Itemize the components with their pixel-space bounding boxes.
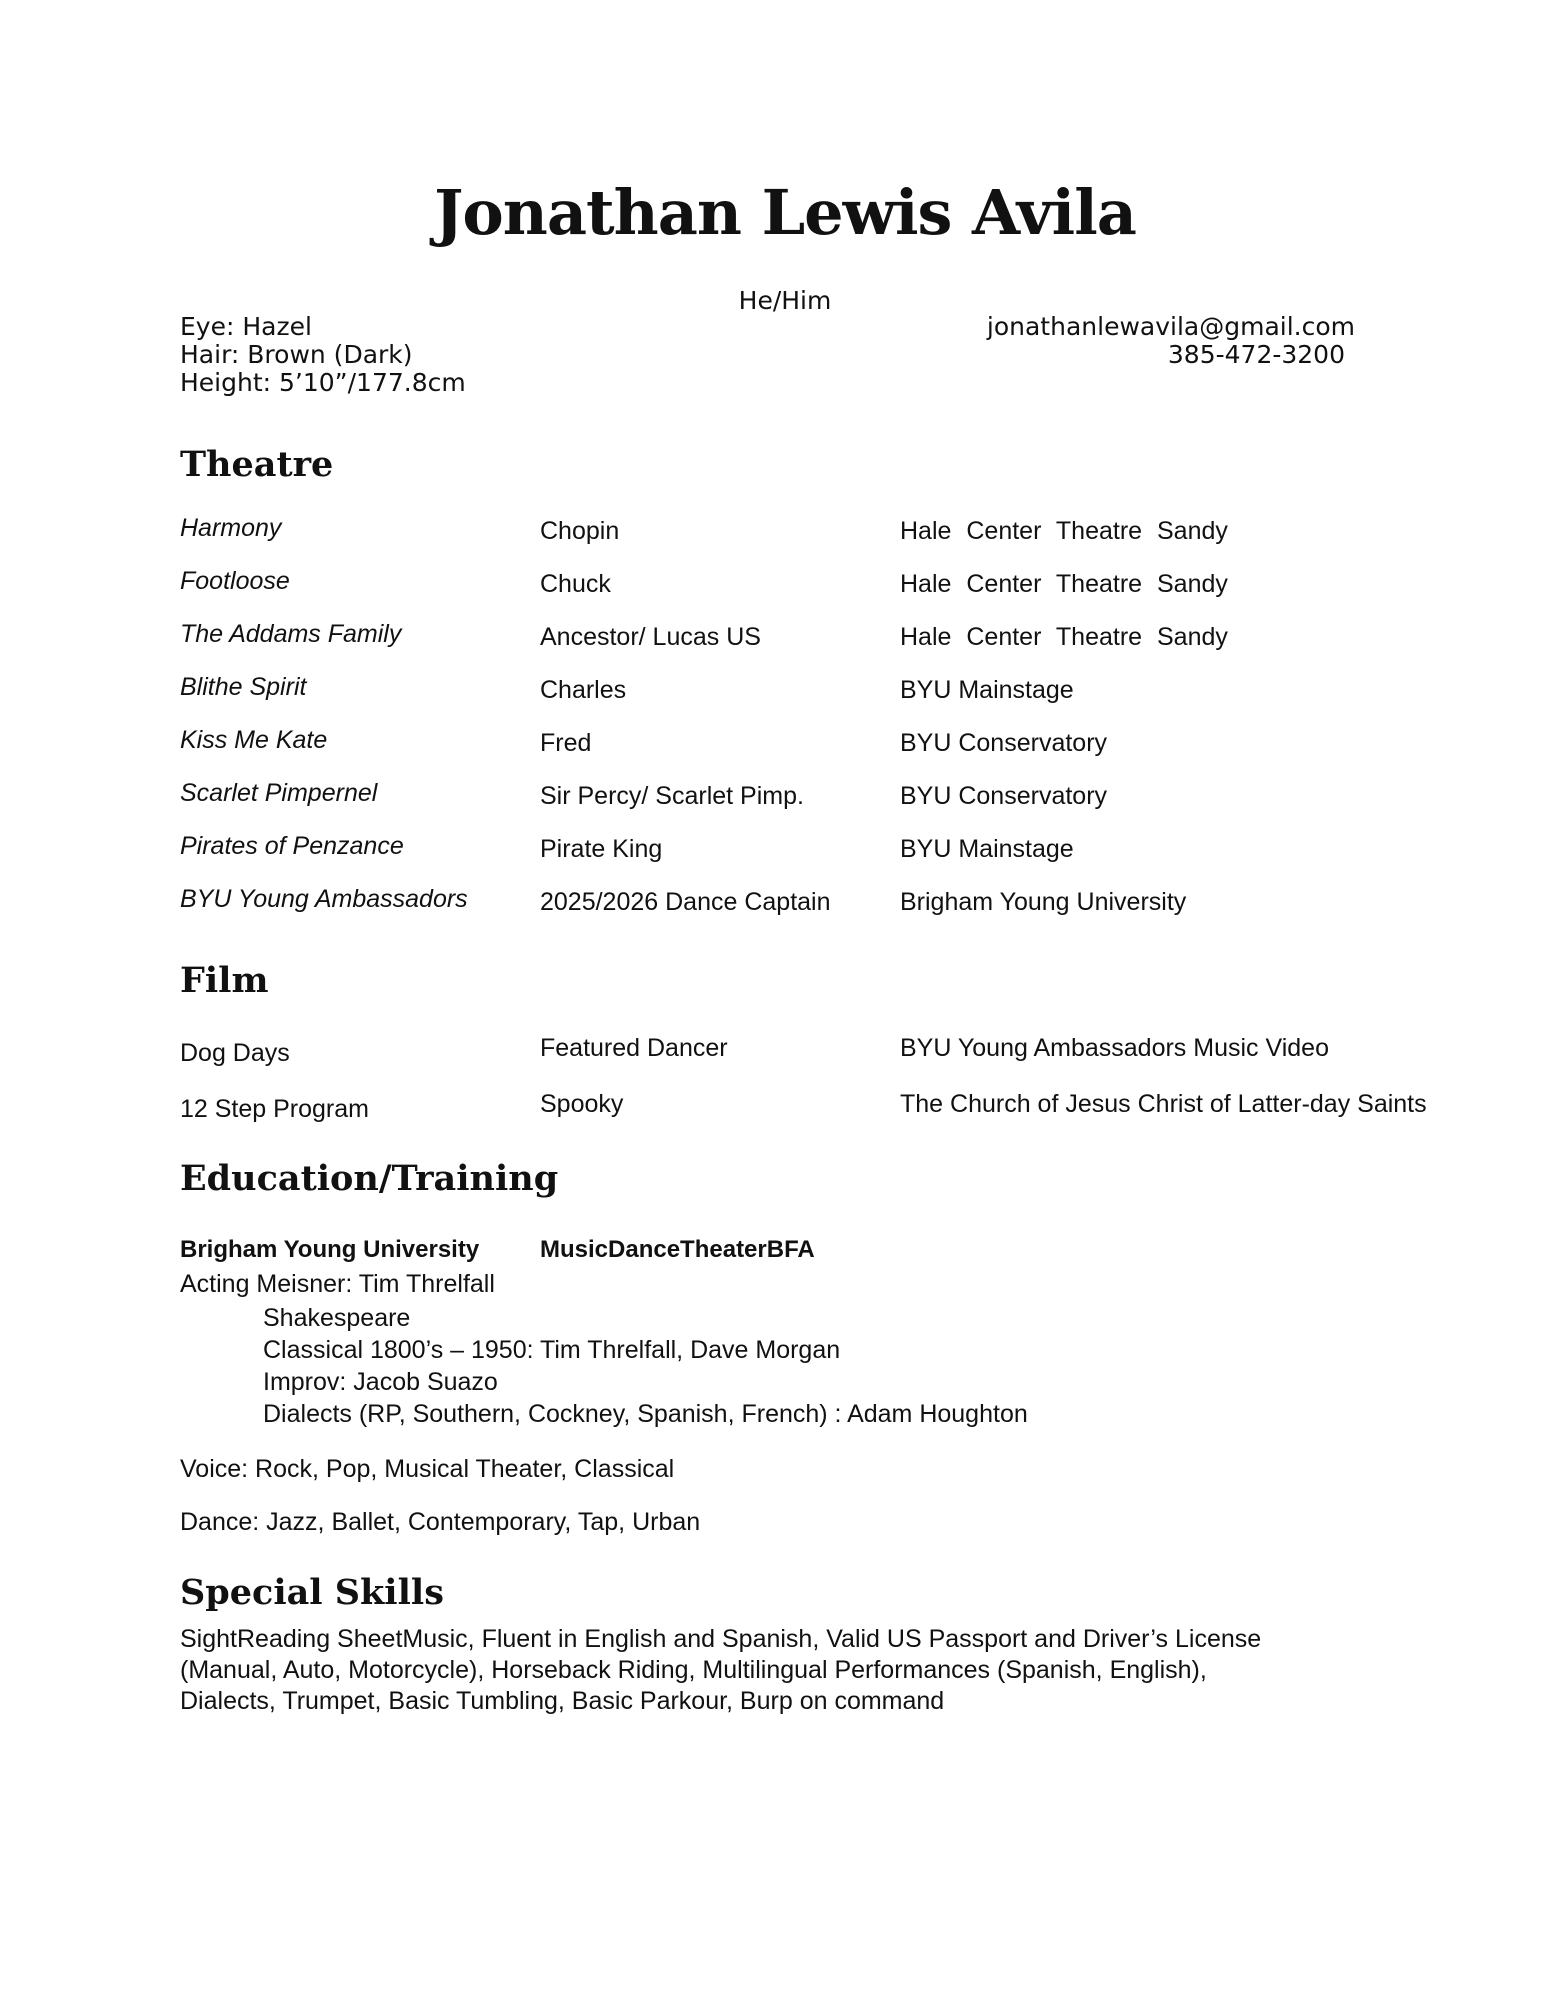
production-title: Scarlet Pimpernel [180, 779, 378, 807]
table-row [180, 514, 1480, 554]
venue: Hale Center Theatre Sandy [900, 623, 1228, 651]
venue: BYU Conservatory [900, 729, 1108, 757]
production-title: BYU Young Ambassadors [180, 885, 468, 913]
table-row [180, 832, 1480, 872]
table-row [180, 726, 1480, 766]
role: Pirate King [540, 835, 663, 863]
skills-line: (Manual, Auto, Motorcycle), Horseback Riding, Multilingual Performances (Spanish, English), [180, 1656, 1207, 1684]
phone: 385-472-3200 [1167, 340, 1345, 369]
venue: BYU Conservatory [900, 782, 1108, 810]
role: Charles [540, 676, 627, 704]
table-row [180, 620, 1480, 660]
voice-training: Voice: Rock, Pop, Musical Theater, Classical [180, 1455, 675, 1483]
venue: Hale Center Theatre Sandy [900, 570, 1228, 598]
list-item: Shakespeare [263, 1304, 411, 1332]
hair-color: Hair: Brown (Dark) [180, 340, 413, 369]
eye-color: Eye: Hazel [180, 312, 312, 341]
pronouns: He/Him [738, 286, 832, 315]
venue: Brigham Young University [900, 888, 1187, 916]
role: 2025/2026 Dance Captain [540, 888, 831, 916]
acting-training: Acting Meisner: Tim Threlfall [180, 1270, 495, 1298]
venue: BYU Mainstage [900, 676, 1074, 704]
film-heading: Film [180, 960, 269, 1001]
role: Sir Percy/ Scarlet Pimp. [540, 782, 804, 810]
role: Ancestor/ Lucas US [540, 623, 761, 651]
role: Fred [540, 729, 592, 757]
table-row [180, 673, 1480, 713]
role: Spooky [540, 1090, 624, 1118]
list-item: Improv: Jacob Suazo [263, 1368, 498, 1396]
special-skills-text [180, 1624, 1380, 1717]
email: jonathanlewavila@gmail.com [986, 312, 1355, 341]
production-title: Blithe Spirit [180, 673, 307, 701]
skills-line: SightReading SheetMusic, Fluent in English and Spanish, Valid US Passport and Driver’s License [180, 1625, 1262, 1653]
table-row [180, 1034, 1480, 1074]
education-header-row [180, 1236, 815, 1264]
production-title: Dog Days [180, 1039, 290, 1067]
venue: BYU Mainstage [900, 835, 1074, 863]
table-row [180, 885, 1480, 925]
venue: BYU Young Ambassadors Music Video [900, 1034, 1329, 1062]
degree: MusicDanceTheaterBFA [540, 1236, 815, 1263]
skills-line: Dialects, Trumpet, Basic Tumbling, Basic Parkour, Burp on command [180, 1687, 945, 1715]
list-item: Dialects (RP, Southern, Cockney, Spanish, French) : Adam Houghton [263, 1400, 1028, 1428]
dance-training: Dance: Jazz, Ballet, Contemporary, Tap, Urban [180, 1508, 701, 1536]
height: Height: 5’10”/177.8cm [180, 368, 466, 397]
venue: Hale Center Theatre Sandy [900, 517, 1228, 545]
production-title: The Addams Family [180, 620, 402, 648]
resume-name: Jonathan Lewis Avila [434, 176, 1136, 249]
table-row [180, 779, 1480, 819]
production-title: Harmony [180, 514, 282, 542]
production-title: Kiss Me Kate [180, 726, 328, 754]
role: Chopin [540, 517, 620, 545]
table-row [180, 567, 1480, 607]
school-name: Brigham Young University [180, 1236, 480, 1263]
production-title: Footloose [180, 567, 290, 595]
education-heading: Education/Training [180, 1158, 559, 1199]
theatre-heading: Theatre [180, 444, 334, 485]
production-title: Pirates of Penzance [180, 832, 404, 860]
venue: The Church of Jesus Christ of Latter-day Saints [900, 1090, 1427, 1118]
special-skills-heading: Special Skills [180, 1572, 444, 1613]
production-title: 12 Step Program [180, 1095, 369, 1123]
role: Chuck [540, 570, 611, 598]
role: Featured Dancer [540, 1034, 728, 1062]
list-item: Classical 1800’s – 1950: Tim Threlfall, Dave Morgan [263, 1336, 841, 1364]
table-row [180, 1090, 1480, 1130]
